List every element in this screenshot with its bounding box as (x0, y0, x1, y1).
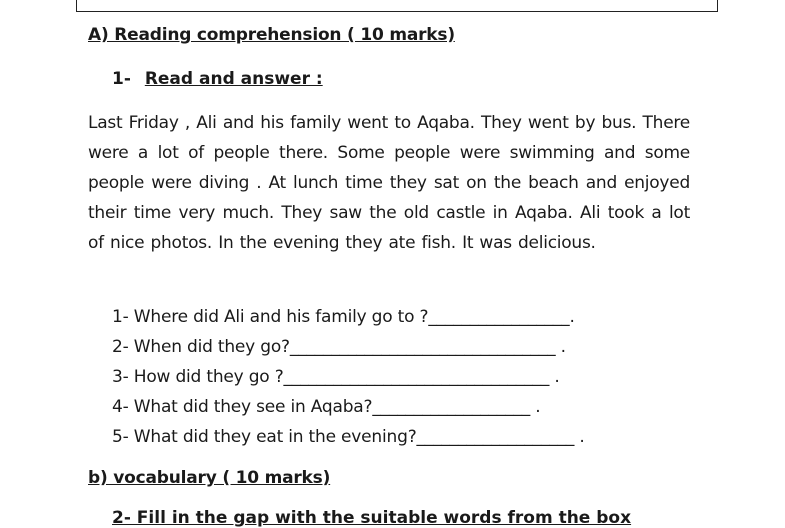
fill-gap-instruction: 2- Fill in the gap with the suitable words from the box (112, 508, 632, 528)
question-4: 4- What did they see in Aqaba?___________________ . (112, 397, 541, 417)
question-3: 3- How did they go ?________________________________ . (112, 367, 560, 387)
question-1: 1- Where did Ali and his family go to ?_________________. (112, 307, 575, 327)
question-2: 2- When did they go?________________________________ . (112, 337, 566, 357)
sub-heading-text: Read and answer : (144, 69, 323, 89)
section-b-title: b) vocabulary ( 10 marks) (88, 468, 331, 488)
reading-passage: Last Friday , Ali and his family went to Aqaba. They went by bus. There were a lot of people there. Some people were swimming and some people were diving . At lunch time they sat on the beach and enjoyed their time very much. They saw the old castle in Aqaba. Ali took a lot of nice photos. In the evening they ate fish. It was delicious. (88, 113, 690, 253)
read-and-answer-heading (112, 69, 323, 89)
section-a-title: A) Reading comprehension ( 10 marks) (88, 25, 455, 45)
sub-heading-number: 1- (112, 69, 131, 89)
question-list (112, 302, 585, 452)
question-5: 5- What did they eat in the evening?___________________ . (112, 427, 585, 447)
header-box (76, 0, 718, 12)
